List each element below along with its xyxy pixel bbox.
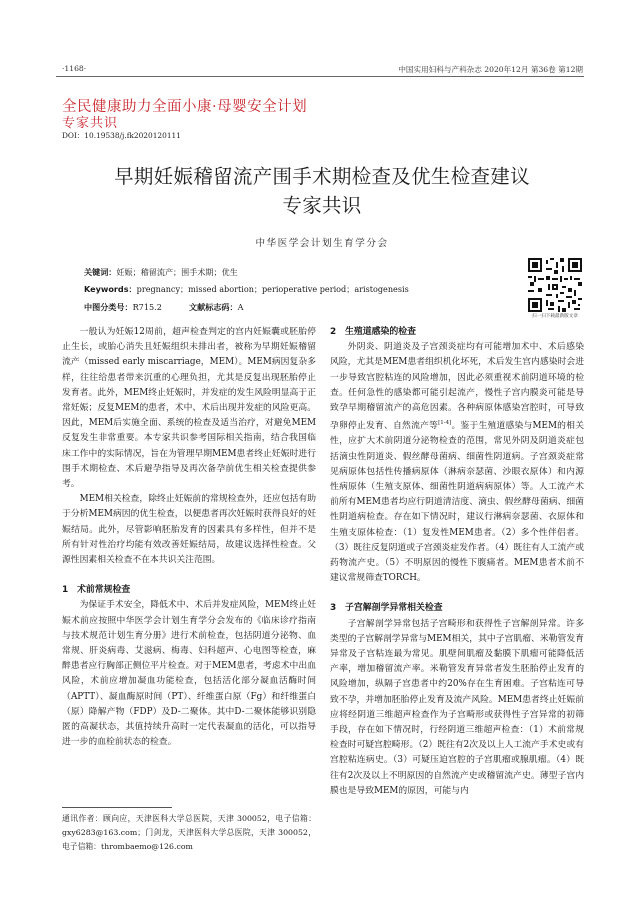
doc-code-label: 文献标志码： [189, 302, 238, 312]
article-title [62, 162, 582, 220]
keywords-cn-text: 妊娠；稽留流产；围手术期；优生 [116, 267, 238, 277]
title-line-2: 专家共识 [282, 194, 362, 217]
title-line-1: 早期妊娠稽留流产围手术期检查及优生检查建议 [114, 165, 530, 188]
article-type: 专家共识 [62, 116, 119, 131]
qr-code-icon[interactable] [528, 258, 582, 312]
series-banner: 全民健康助力全面小康·母婴安全计划 [62, 99, 308, 115]
section-1-paragraph: 为保证手术安全，降低术中、术后并发症风险，MEM终止妊娠术前应按照中华医学会计划生育学分会发布的《临床诊疗指南与技术规范计划生育分册》进行术前检查，包括阴道分泌物、血常规、肝炎病毒、艾滋病、梅毒、妇科超声、心电图等检查，麻醉患者应行胸部正侧位平片检查。对于MEM患者，考虑术中出血风险，术前应增加凝血功能检查，包括活化部分凝血活酶时间（APTT）、凝血酶原时间（PT）、纤维蛋白原（Fg）和纤维蛋白（原）降解产物（FDP）及D-二聚体。其中D-二聚体能够识别隐匿的高凝状态，其值持续升高时一定代表凝血的活化，可以指导进一步的血栓前状态的检查。 [62, 600, 316, 748]
section-2-paragraph [330, 340, 584, 586]
keywords-cn-label: 关键词： [84, 267, 117, 277]
intro-paragraph-2: MEM相关检查，除终止妊娠前的常规检查外，还应包括有助于分析MEM病因的优生检查，以便患者再次妊娠时获得良好的妊娠结局。此外，尽管影响胚胎发育的因素具有多样性，但并不是所有针对性治疗均能有效改善妊娠结局，故建议选择性检查。父源性因素相关检查不在本共识关注范围。 [62, 494, 316, 566]
section-heading-1: 1 术前常规检查 [62, 585, 131, 596]
running-header-journal: 中国实用妇科与产科杂志 2020年12月 第36卷 第12期 [398, 65, 583, 74]
footnote-rule [62, 807, 172, 808]
section-heading-3: 3 子宫解剖学异常相关检查 [330, 603, 443, 614]
classification [84, 302, 243, 313]
section-3-paragraph: 子宫解剖学异常包括子宫畸形和获得性子宫解剖异常。许多类型的子宫解剖学异常与MEM相关，其中子宫肌瘤、米勒管发育异常及子宫粘连最为常见。肌壁间肌瘤及黏膜下肌瘤可能降低活产率，增加稽留流产率。米勒管发育异常者发生胚胎停止发育的风险增加，纵隔子宫患者中约20%存在生育困难。子宫粘连可导致不孕，并增加胚胎停止发育及流产风险。MEM患者终止妊娠前应将经阴道三维超声检查作为子宫畸形或获得性子宫异常的初筛手段，存在如下情况时，行经阴道三维超声检查：（1）术前常规检查时可疑宫腔畸形。（2）既往有2次及以上人工流产手术史或有宫腔粘连病史。（3）可疑压迫宫腔的子宫肌瘤或腺肌瘤。（4）既往有2次及以上不明原因的自然流产史或稽留流产史。薄型子宫内膜也是导致MEM的原因，可能与内 [330, 618, 584, 796]
section-2-text-b: 。鉴于生殖道感染与MEM的相关性，应扩大术前阴道分泌物检查的范围，常见外阴及阴道炎症包括滴虫性阴道炎、假丝酵母菌病、细菌性阴道病。子宫颈炎症常见病原体包括性传播病原体（淋病奈瑟菌、沙眼衣原体）和内源性病原体（生殖支原体、细菌性阴道病病原体）等。人工流产术前所有MEM患者均应行阴道清洁度、滴虫、假丝酵母菌病、细菌性阴道病检查。存在如下情况时，建议行淋病奈瑟菌、衣原体和生殖支原体检查：（1）复发性MEM患者。（2）多个性伴侣者。（3）既往反复阴道或子宫颈炎症发作者。（4）既往有人工流产或药物流产史。（5）不明原因的慢性下腹痛者。MEM患者术前不建议常规筛查TORCH。 [330, 421, 584, 584]
keywords-en-label: Keywords： [84, 284, 137, 294]
citation-ref[interactable]: [1-4] [438, 420, 452, 427]
right-column [330, 325, 584, 799]
section-heading-2: 2 生殖道感染的检查 [330, 327, 417, 337]
intro-paragraph-1: 一般认为妊娠12周前，超声检查判定的宫内妊娠囊或胚胎停止生长，或胎心消失且妊娠组织未排出者，被称为早期妊娠稽留流产（missed early miscarriage，MEM）。MEM病因复杂多样，往往给患者带来沉重的心理负担，尤其是反复出现胚胎停止发育者。此外，MEM终止妊娠时，并发症的发生风险明显高于正常妊娠；反复MEM的患者，术中、术后出现并发症的风险更高。因此，MEM后实施全面、系统的检查及适当治疗，对避免MEM反复发生非常重要。本专家共识参考国际相关指南，结合我国临床工作中的实际情况，旨在为管理早期MEM患者终止妊娠时进行围手术期检查、术后避孕指导及再次备孕前优生相关检查提供参考。 [62, 327, 316, 490]
keywords-en-text: pregnancy；missed abortion；perioperative period；aristogenesis [136, 284, 409, 294]
class-no-label: 中图分类号： [84, 302, 133, 312]
keywords-cn [84, 267, 238, 278]
section-2-text-a: 外阴炎、阴道炎及子宫颈炎症均有可能增加术中、术后感染风险，尤其是MEM患者组织机化坏死，术后发生宫内感染时会进一步导致宫腔粘连的风险增加，因此必须重视术前阴道环境的检查。任何急性的感染都可能引起流产，慢性子宫内膜炎可能是导致孕早期稽留流产的高危因素。各种病原体感染宫腔时，可导致孕卵停止发育、自然流产等 [330, 342, 584, 432]
header-rule [56, 76, 584, 77]
doi: DOI：10.19538/j.fk2020120111 [62, 131, 181, 140]
keywords-en [84, 284, 409, 295]
footnote-correspondence: 通讯作者：顾向应，天津医科大学总医院，天津 300052，电子信箱：gxy6283@163.com；门剑龙，天津医科大学总医院，天津 300052，电子信箱：thrombaemo@126.com [62, 814, 316, 851]
qr-caption: 扫一扫下载最新版文章 [532, 314, 578, 319]
author: 中华医学会计划生育学分会 [255, 238, 389, 249]
doc-code: A [237, 302, 244, 312]
page-number: ·1168· [62, 64, 87, 73]
class-no: R715.2 [132, 302, 162, 312]
left-column [62, 325, 316, 750]
